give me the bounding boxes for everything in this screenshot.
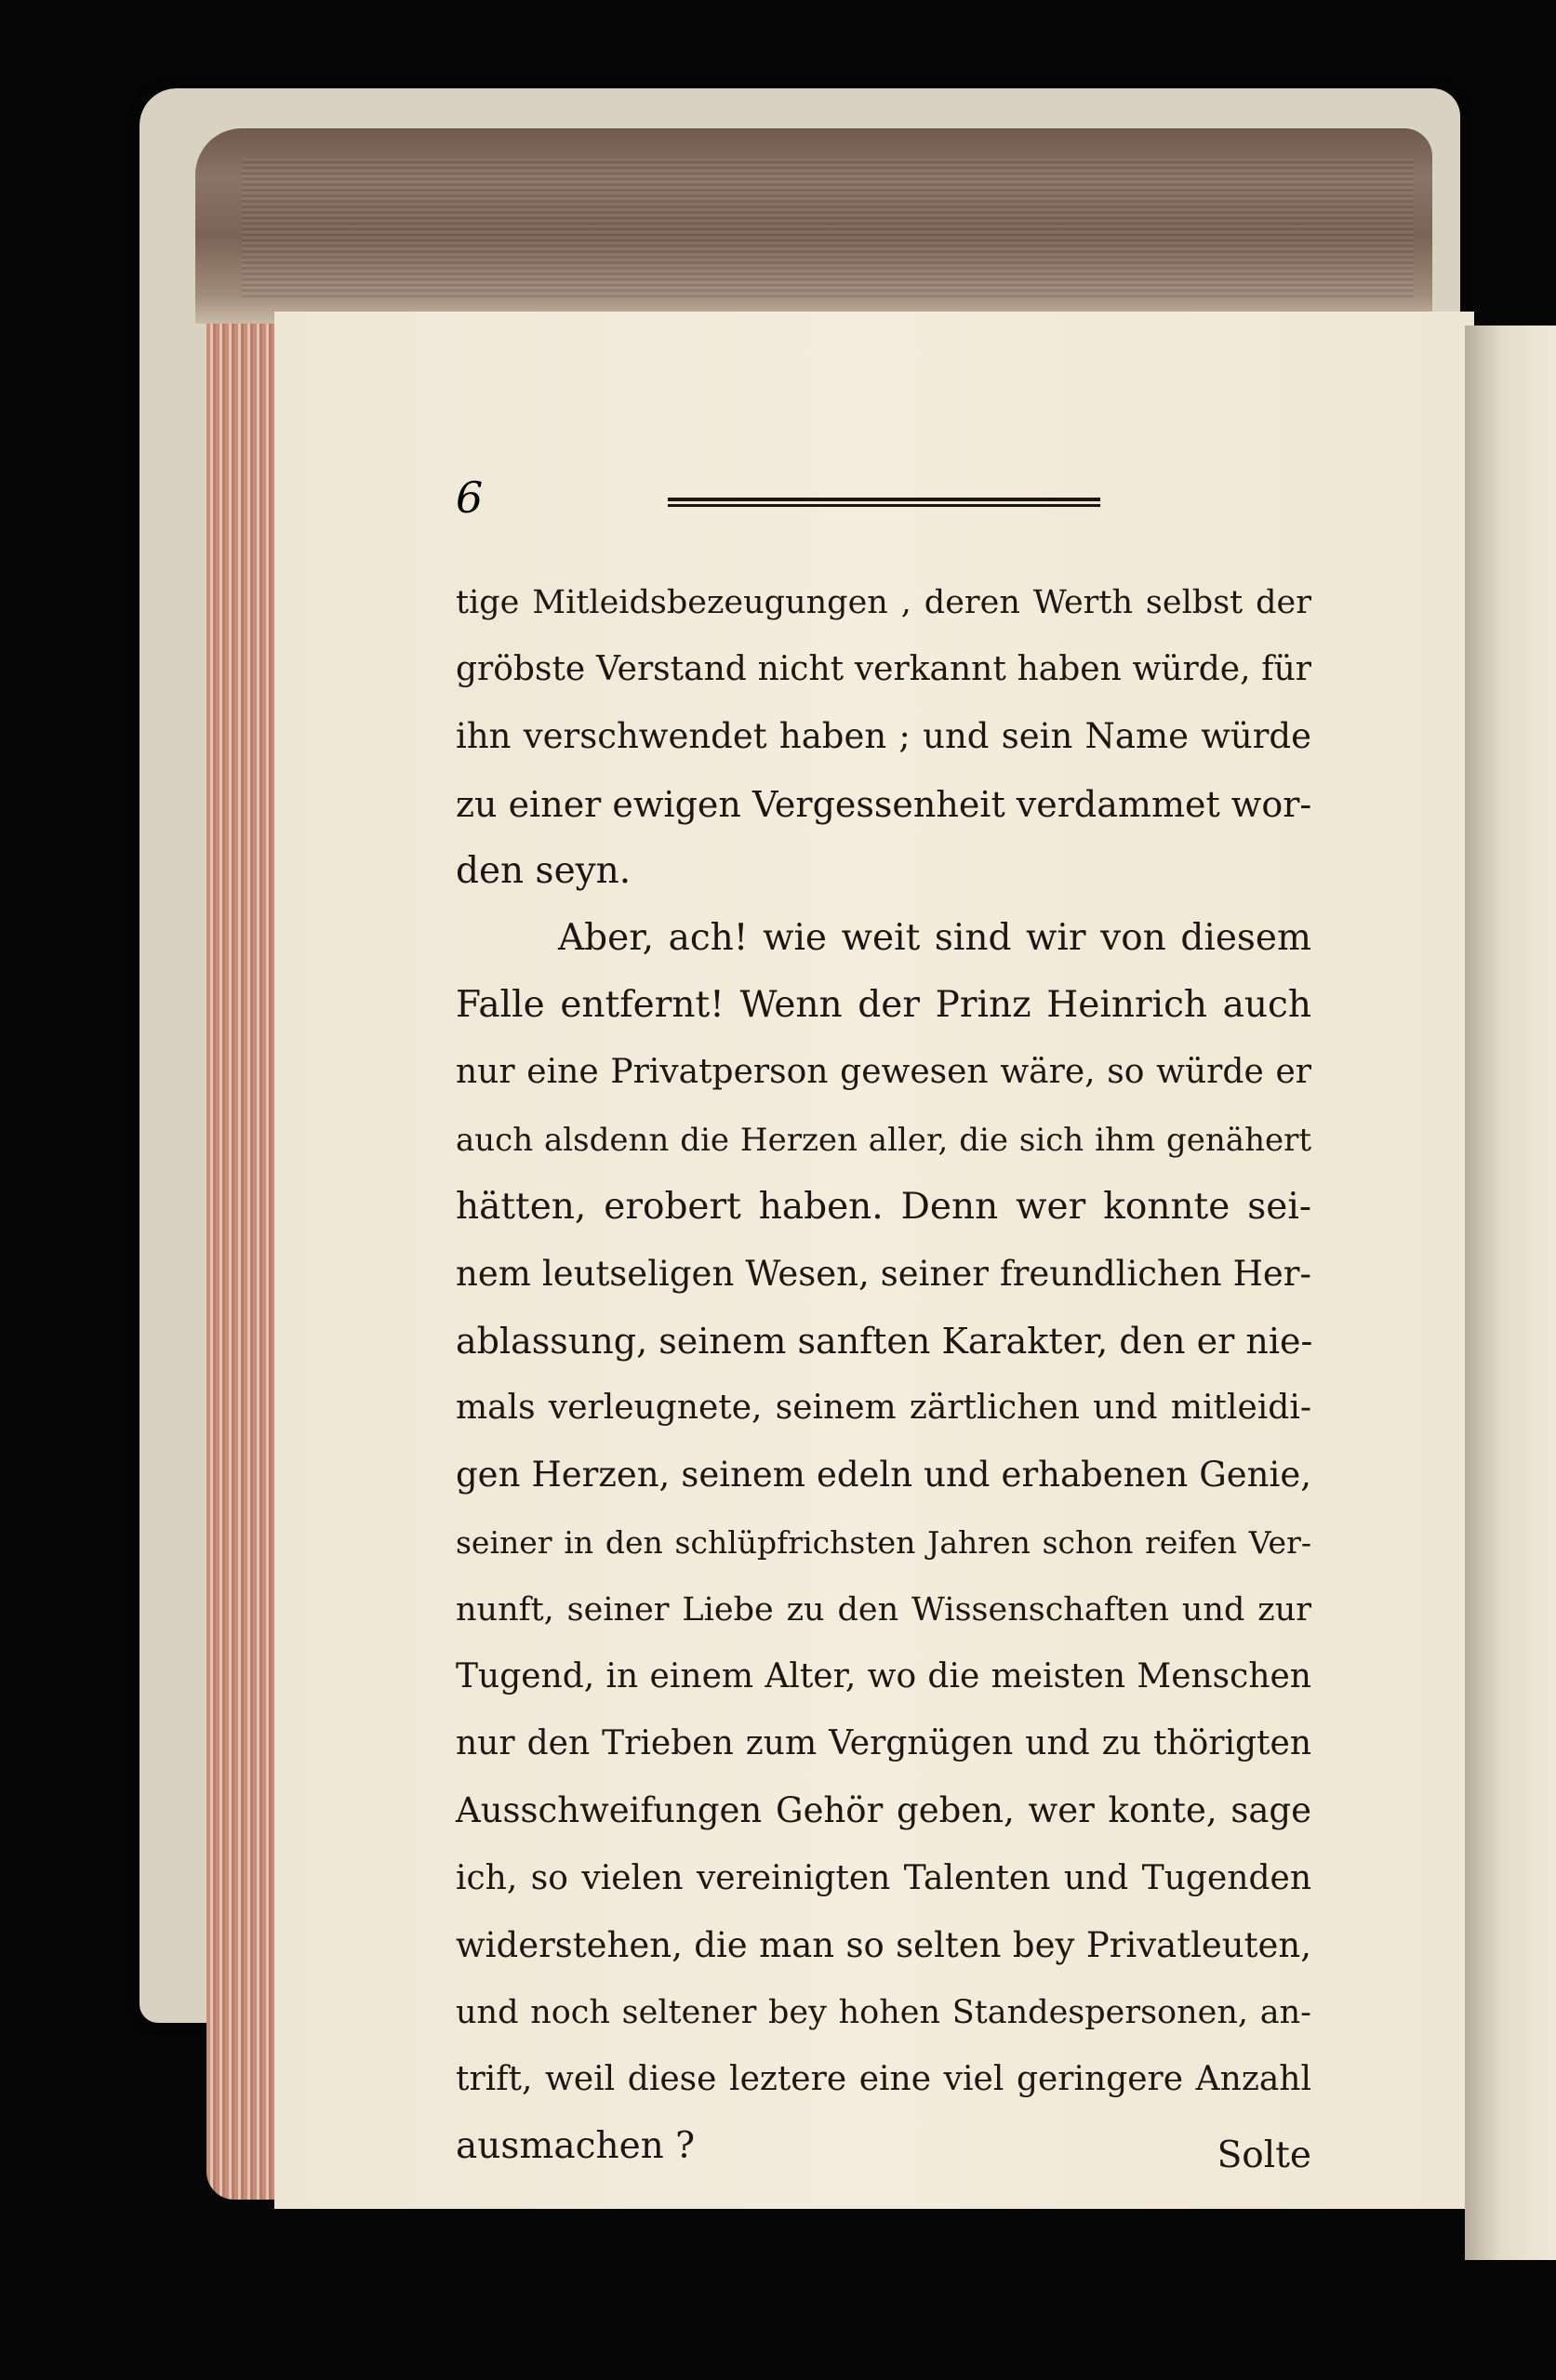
text-line: hätten, erobert haben. Denn wer konnte sei- xyxy=(456,1185,1311,1228)
text-line: Tugend, in einem Alter, wo die meisten Menschen xyxy=(456,1657,1311,1695)
catchword: Solte xyxy=(1217,2134,1311,2176)
text-line: mals verleugnete, seinem zärtlichen und mitleidi- xyxy=(456,1389,1311,1428)
text-line: Aber, ach! wie weit sind wir von diesem xyxy=(558,916,1311,959)
text-line: ausmachen ? xyxy=(456,2125,696,2168)
text-line: und noch seltener bey hohen Standespersonen, an- xyxy=(456,1993,1311,2031)
page-fore-edge xyxy=(206,140,276,2200)
text-line: gen Herzen, seinem edeln und erhabenen Genie, xyxy=(456,1455,1311,1496)
header-rule xyxy=(668,498,1100,507)
page-number: 6 xyxy=(456,472,484,523)
text-line: widerstehen, die man so selten bey Privatleuten, xyxy=(456,1924,1311,1965)
text-line: seiner in den schlüpfrichsten Jahren schon reifen Ver- xyxy=(456,1523,1311,1561)
text-line: zu einer ewigen Vergessenheit verdammet wor- xyxy=(456,783,1312,825)
text-line: nur eine Privatperson gewesen wäre, so würde er xyxy=(456,1053,1311,1092)
text-line: den seyn. xyxy=(456,849,632,892)
text-line: ablassung, seinem sanften Karakter, den er nie- xyxy=(456,1321,1313,1363)
text-line: gröbste Verstand nicht verkannt haben würde, für xyxy=(456,650,1311,689)
text-line: Ausschweifungen Gehör geben, wer konte, sage xyxy=(456,1790,1311,1831)
text-line: ich, so vielen vereinigten Talenten und Tugenden xyxy=(456,1858,1311,1897)
page-body xyxy=(456,569,1311,2181)
text-line: nur den Trieben zum Vergnügen und zu thörigten xyxy=(456,1724,1311,1763)
text-line: nunft, seiner Liebe zu den Wissenschaften und zur xyxy=(456,1590,1311,1629)
text-line: Falle entfernt! Wenn der Prinz Heinrich auch xyxy=(456,984,1311,1027)
text-line: auch alsdenn die Herzen aller, die sich ihm genähert xyxy=(456,1121,1311,1159)
page-header xyxy=(456,470,1311,525)
text-line: ihn verschwendet haben ; und sein Name würde xyxy=(456,716,1311,757)
facing-page-edge xyxy=(1465,326,1556,2260)
text-line: tige Mitleidsbezeugungen , deren Werth selbst der xyxy=(456,584,1311,621)
text-line: trift, weil diese leztere eine viel geringere Anzahl xyxy=(456,2060,1311,2099)
text-line: nem leutseligen Wesen, seiner freundlichen Her- xyxy=(456,1253,1311,1294)
book-top-edge-texture xyxy=(242,158,1414,298)
